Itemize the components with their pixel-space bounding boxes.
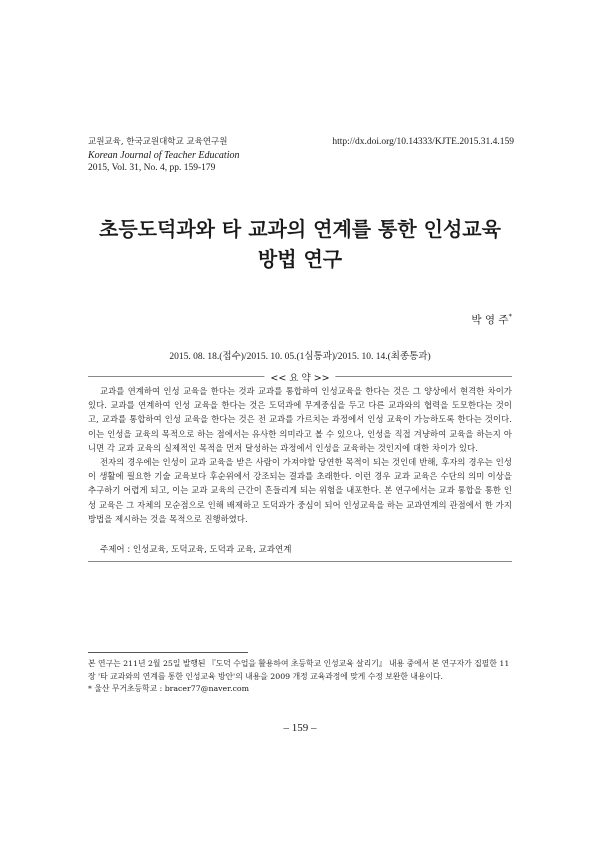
keywords: 주제어 : 인성교육, 도덕교육, 도덕과 교육, 교과연계 [100,545,292,555]
author-name: 박 영 주 [471,314,509,326]
doi-link[interactable]: http://dx.doi.org/10.14333/KJTE.2015.31.4.159 [332,137,514,147]
footnote-acknowledgement: 본 연구는 211년 2월 25일 발행된 『도덕 수업을 활용하여 초등학교 인성교육 살리기』 내용 중에서 본 연구자가 집필한 11장 '타 교과와의 연계를 통한 인성교육 방안'의 내용을 2009 개정 교육과정에 맞게 수정 보완한 내용이다. [88,659,510,681]
abstract [88,384,512,526]
journal-header [88,136,239,175]
abstract-label: << 요 약 >> [264,370,335,384]
title-line-1: 초등도덕과와 타 교과의 연계를 통한 인성교육 [99,217,501,241]
author [471,312,512,327]
submission-dates: 2015. 08. 18.(접수)/2015. 10. 05.(1심통과)/2015. 10. 14.(최종통과) [169,352,431,362]
volume-info: 2015, Vol. 31, No. 4, pp. 159-179 [88,163,216,173]
footnote [88,658,512,696]
abstract-bottom-rule [88,561,512,562]
abstract-paragraph-2: 전자의 경우에는 인성이 교과 교육을 받은 사람이 가져야할 당연한 목적이 되는 것인데 반해, 후자의 경우는 인성이 생활에 필요한 기술 교육보다 후순위에서 강조되는 결과를 초래한다. 이런 경우 교과 교육은 수단의 의미 이상을 추구하기 어렵게 되고, 이는 교과 교육의 근간이 흔들리게 되는 위험을 내포한다. 본 연구에서는 교과 통합을 통한 인성 교육은 그 자체의 모순점으로 인해 배제하고 도덕과가 중심이 되어 인성교육을 하는 교과연계의 관점에서 한 가지 방법을 제시하는 것을 목적으로 진행하였다. [88,457,512,524]
title-line-2: 방법 연구 [257,247,343,271]
publisher-label: 교원교육, 한국교원대학교 교육연구원 [88,137,228,147]
footnote-rule [88,652,248,653]
journal-title: Korean Journal of Teacher Education [88,150,240,161]
paper-title [60,214,540,274]
page-number: – 159 – [283,722,317,734]
abstract-paragraph-1: 교과를 연계하여 인성 교육을 한다는 것과 교과를 통합하여 인성교육을 한다는 것은 그 양상에서 현격한 차이가 있다. 교과를 연계하여 인성 교육을 한다는 것은 도덕과에 무게중심을 두고 다른 교과와의 협력을 도모한다는 것이고, 교과를 통합하여 인성 교육을 한다는 것은 전 교과를 가르치는 과정에서 인성 교육이 가능하도록 한다는 것이다. 이는 인성을 교육의 목적으로 하는 점에서는 유사한 의미라고 볼 수 있으나, 인성을 직접 겨냥하여 교육을 하는지 아니면 각 교과 교육의 실제적인 목적을 먼저 달성하는 과정에서 인성을 교육하는 것인지에 대한 차이가 있다. [88,386,512,453]
abstract-divider [88,370,512,382]
author-mark: * [508,312,512,321]
footnote-affiliation: * 울산 무거초등학교 : bracer77@naver.com [88,684,249,694]
